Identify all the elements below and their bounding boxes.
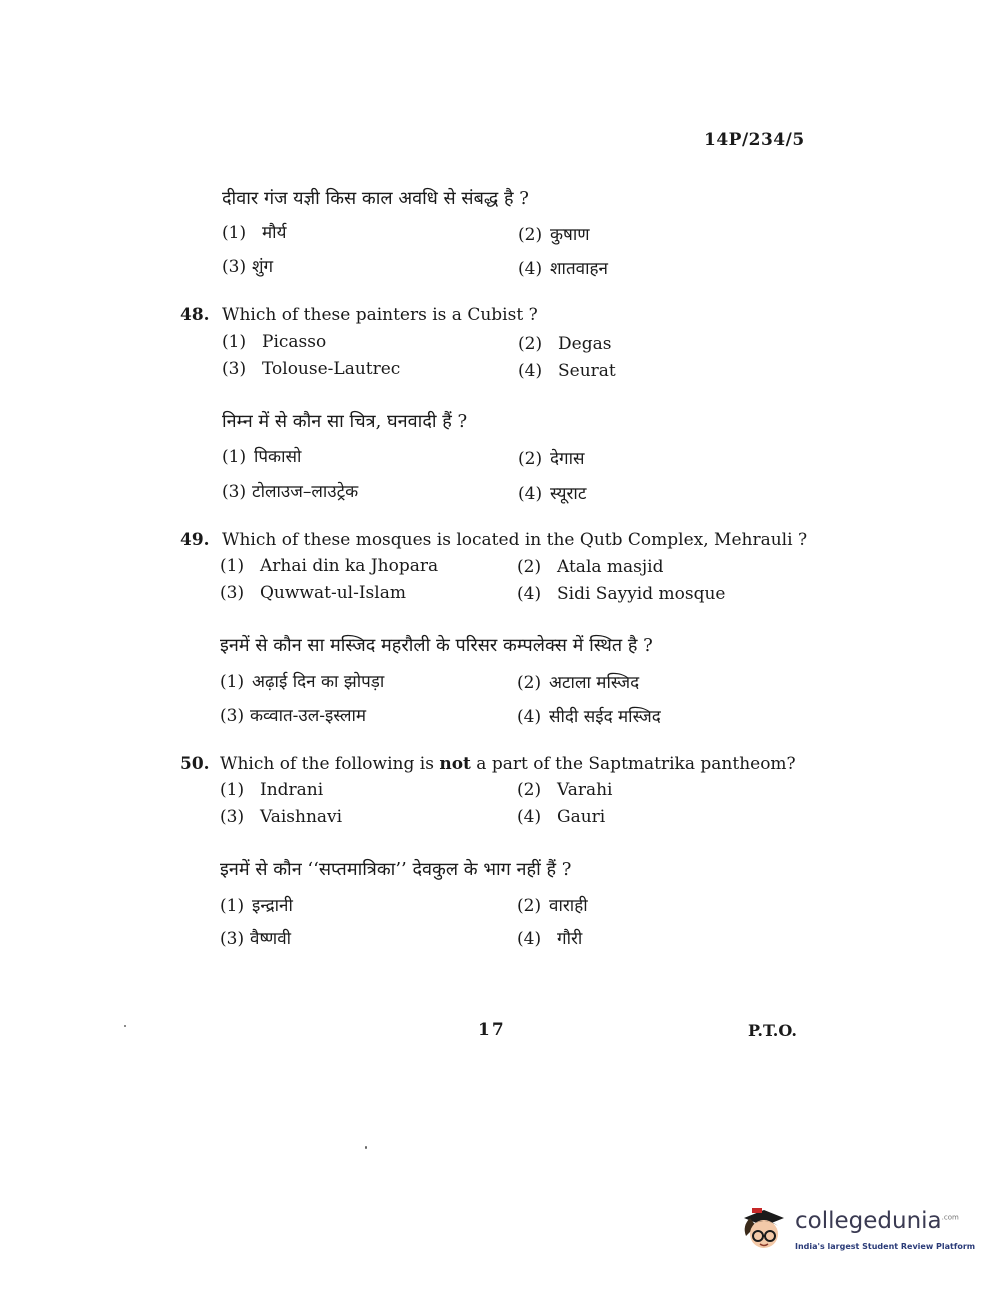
option-number: (4) <box>517 929 542 949</box>
option-number: (4) <box>518 259 543 279</box>
option-number: (3) <box>220 583 245 603</box>
q50-hi-option-1 <box>220 893 293 916</box>
logo-domain-suffix: .com <box>941 1213 959 1222</box>
option-number: (2) <box>518 225 543 245</box>
q48-hi-option-1 <box>222 444 301 467</box>
option-number: (2) <box>517 673 542 693</box>
q47-hi-option-1 <box>222 220 286 243</box>
option-number: (2) <box>518 334 543 354</box>
option-number: (3) <box>222 359 247 379</box>
question-text-part: a part of the Saptmatrika pantheom? <box>470 754 796 774</box>
q50-hi-option-2 <box>517 893 588 916</box>
logo-wordmark <box>795 1208 959 1234</box>
option-number: (3) <box>220 706 245 726</box>
question-text: Which of these mosques is located in the Qutb Complex, Mehrauli ? <box>222 530 808 550</box>
option-text: इन्द्रानी <box>252 896 293 916</box>
option-number: (3) <box>222 482 247 502</box>
paper-code: 14P/234/5 <box>704 130 805 150</box>
option-number: (1) <box>220 672 245 692</box>
option-text: वाराही <box>549 896 588 916</box>
q48-option-3 <box>222 359 400 379</box>
question-number: 50. <box>180 754 210 774</box>
scan-speck <box>365 1146 367 1149</box>
q48-hi-option-2 <box>518 446 585 469</box>
option-text: Picasso <box>262 332 327 352</box>
option-number: (1) <box>220 780 245 800</box>
q48-hindi-text: निम्न में से कौन सा चित्र, घनवादी हैं ? <box>222 411 468 432</box>
option-number: (1) <box>222 447 247 467</box>
q49-question <box>180 530 807 550</box>
q49-hi-option-3 <box>220 703 366 726</box>
option-number: (2) <box>517 780 542 800</box>
logo-name-text: collegedunia <box>795 1208 942 1234</box>
option-number: (4) <box>518 484 543 504</box>
option-text: सीदी सईद मस्जिद <box>549 707 661 727</box>
option-text: Seurat <box>558 361 616 381</box>
option-number: (1) <box>222 332 247 352</box>
option-text: देगास <box>550 449 585 469</box>
option-text: टोलाउज–लाउट्रेक <box>252 482 359 502</box>
option-number: (2) <box>518 449 543 469</box>
q47-hindi-text: दीवार गंज यज्ञी किस काल अवधि से संबद्ध है ? <box>222 188 529 209</box>
q49-option-4 <box>517 584 726 604</box>
q49-option-1 <box>220 556 438 576</box>
q49-hindi-text: इनमें से कौन सा मस्जिद महरौली के परिसर कम्पलेक्स में स्थित है ? <box>220 635 653 656</box>
question-text-emphasis: not <box>439 754 471 774</box>
option-number: (4) <box>517 807 542 827</box>
option-text: Tolouse-Lautrec <box>262 359 401 379</box>
option-text: अटाला मस्जिद <box>549 673 640 693</box>
option-number: (2) <box>517 557 542 577</box>
q49-hi-option-2 <box>517 670 639 693</box>
q48-option-1 <box>222 332 326 352</box>
option-text: कव्वात-उल-इस्लाम <box>250 706 367 726</box>
q49-option-2 <box>517 557 664 577</box>
option-text: वैष्णवी <box>250 929 292 949</box>
q49-hi-option-4 <box>517 704 661 727</box>
q50-option-1 <box>220 780 323 800</box>
option-number: (3) <box>222 257 247 277</box>
option-number: (1) <box>220 896 245 916</box>
option-number: (2) <box>517 896 542 916</box>
scan-speck <box>124 1025 126 1027</box>
option-text: Atala masjid <box>557 557 664 577</box>
option-number: (3) <box>220 807 245 827</box>
option-text: Degas <box>558 334 612 354</box>
q50-hi-option-3 <box>220 926 291 949</box>
option-number: (1) <box>220 556 245 576</box>
q47-hi-option-2 <box>518 222 590 245</box>
page-number: 17 <box>478 1020 506 1040</box>
option-number: (1) <box>222 223 247 243</box>
q50-option-2 <box>517 780 613 800</box>
option-text: Vaishnavi <box>260 807 343 827</box>
option-text: Varahi <box>557 780 613 800</box>
option-text: पिकासो <box>254 447 302 467</box>
option-text: कुषाण <box>550 225 590 245</box>
option-text: Arhai din ka Jhopara <box>260 556 439 576</box>
option-text: Gauri <box>557 807 606 827</box>
option-text: अढ़ाई दिन का झोपड़ा <box>252 672 385 692</box>
option-text: Indrani <box>260 780 324 800</box>
question-text: Which of these painters is a Cubist ? <box>222 305 538 325</box>
q49-hi-option-1 <box>220 669 384 692</box>
q47-hi-option-3 <box>222 254 273 277</box>
q48-hi-option-4 <box>518 481 586 504</box>
option-text: Sidi Sayyid mosque <box>557 584 726 604</box>
q50-hi-option-4 <box>517 926 582 949</box>
q50-option-3 <box>220 807 342 827</box>
question-number: 49. <box>180 530 210 550</box>
logo-tagline: India's largest Student Review Platform <box>795 1242 976 1251</box>
q47-hi-option-4 <box>518 256 608 279</box>
option-text: शुंग <box>252 257 274 277</box>
question-number: 48. <box>180 305 210 325</box>
q50-hindi-text: इनमें से कौन ‘‘सप्तमात्रिका’’ देवकुल के भाग नहीं हैं ? <box>220 859 572 880</box>
q50-option-4 <box>517 807 605 827</box>
question-text-part: Which of the following is <box>220 754 440 774</box>
option-number: (4) <box>518 361 543 381</box>
q48-question <box>180 305 538 325</box>
q48-option-4 <box>518 361 616 381</box>
option-number: (4) <box>517 584 542 604</box>
option-number: (3) <box>220 929 245 949</box>
q48-hi-option-3 <box>222 479 358 502</box>
pto-label: P.T.O. <box>748 1021 797 1040</box>
mascot-icon <box>744 1208 784 1248</box>
q49-option-3 <box>220 583 406 603</box>
q48-option-2 <box>518 334 611 354</box>
option-text: Quwwat-ul-Islam <box>260 583 406 603</box>
option-text: गौरी <box>557 929 583 949</box>
option-number: (4) <box>517 707 542 727</box>
option-text: शातवाहन <box>550 259 608 279</box>
q50-question <box>180 754 796 774</box>
option-text: स्यूराट <box>550 484 587 504</box>
option-text: मौर्य <box>262 223 287 243</box>
